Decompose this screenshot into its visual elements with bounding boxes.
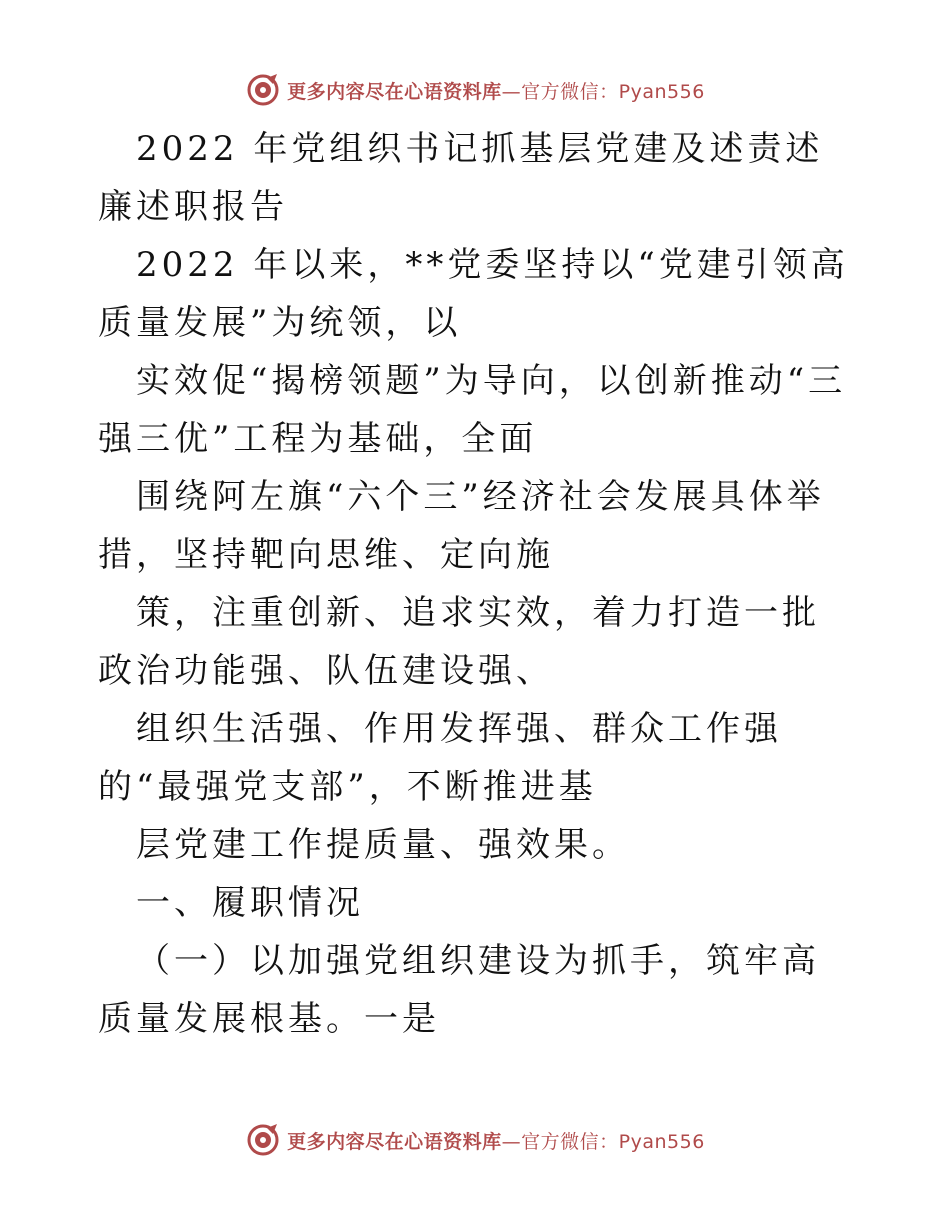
logo-icon [245,72,281,108]
watermark-dash: — [501,1130,522,1153]
paragraph: 组织生活强、作用发挥强、群众工作强的“最强党支部”，不断推进基 [98,709,782,807]
paragraph: 2022 年以来，**党委坚持以“党建引领高质量发展”为统领，以 [98,245,849,343]
logo-icon [245,1122,281,1158]
paragraph: 层党建工作提质量、强效果。 [136,825,630,865]
watermark-contact: 官方微信：Pyan556 [521,80,705,103]
footer-watermark [0,1120,950,1160]
document-title: 2022 年党组织书记抓基层党建及述责述廉述职报告 [98,129,824,227]
document-body [98,120,853,1048]
watermark-main: 更多内容尽在心语资料库 [287,80,502,103]
paragraph: 实效促“揭榜领题”为导向，以创新推动“三强三优”工程为基础，全面 [98,361,847,459]
paragraph: 围绕阿左旗“六个三”经济社会发展具体举措，坚持靶向思维、定向施 [98,477,825,575]
watermark-contact: 官方微信：Pyan556 [521,1130,705,1153]
watermark-dash: — [501,80,522,103]
header-watermark [0,70,950,110]
paragraph: 策，注重创新、追求实效，着力打造一批政治功能强、队伍建设强、 [98,593,820,691]
watermark-text [287,1127,705,1154]
subsection-heading: （一）以加强党组织建设为抓手，筑牢高质量发展根基。一是 [98,941,820,1039]
watermark-main: 更多内容尽在心语资料库 [287,1130,502,1153]
section-heading: 一、履职情况 [136,883,364,923]
watermark-text [287,77,705,104]
